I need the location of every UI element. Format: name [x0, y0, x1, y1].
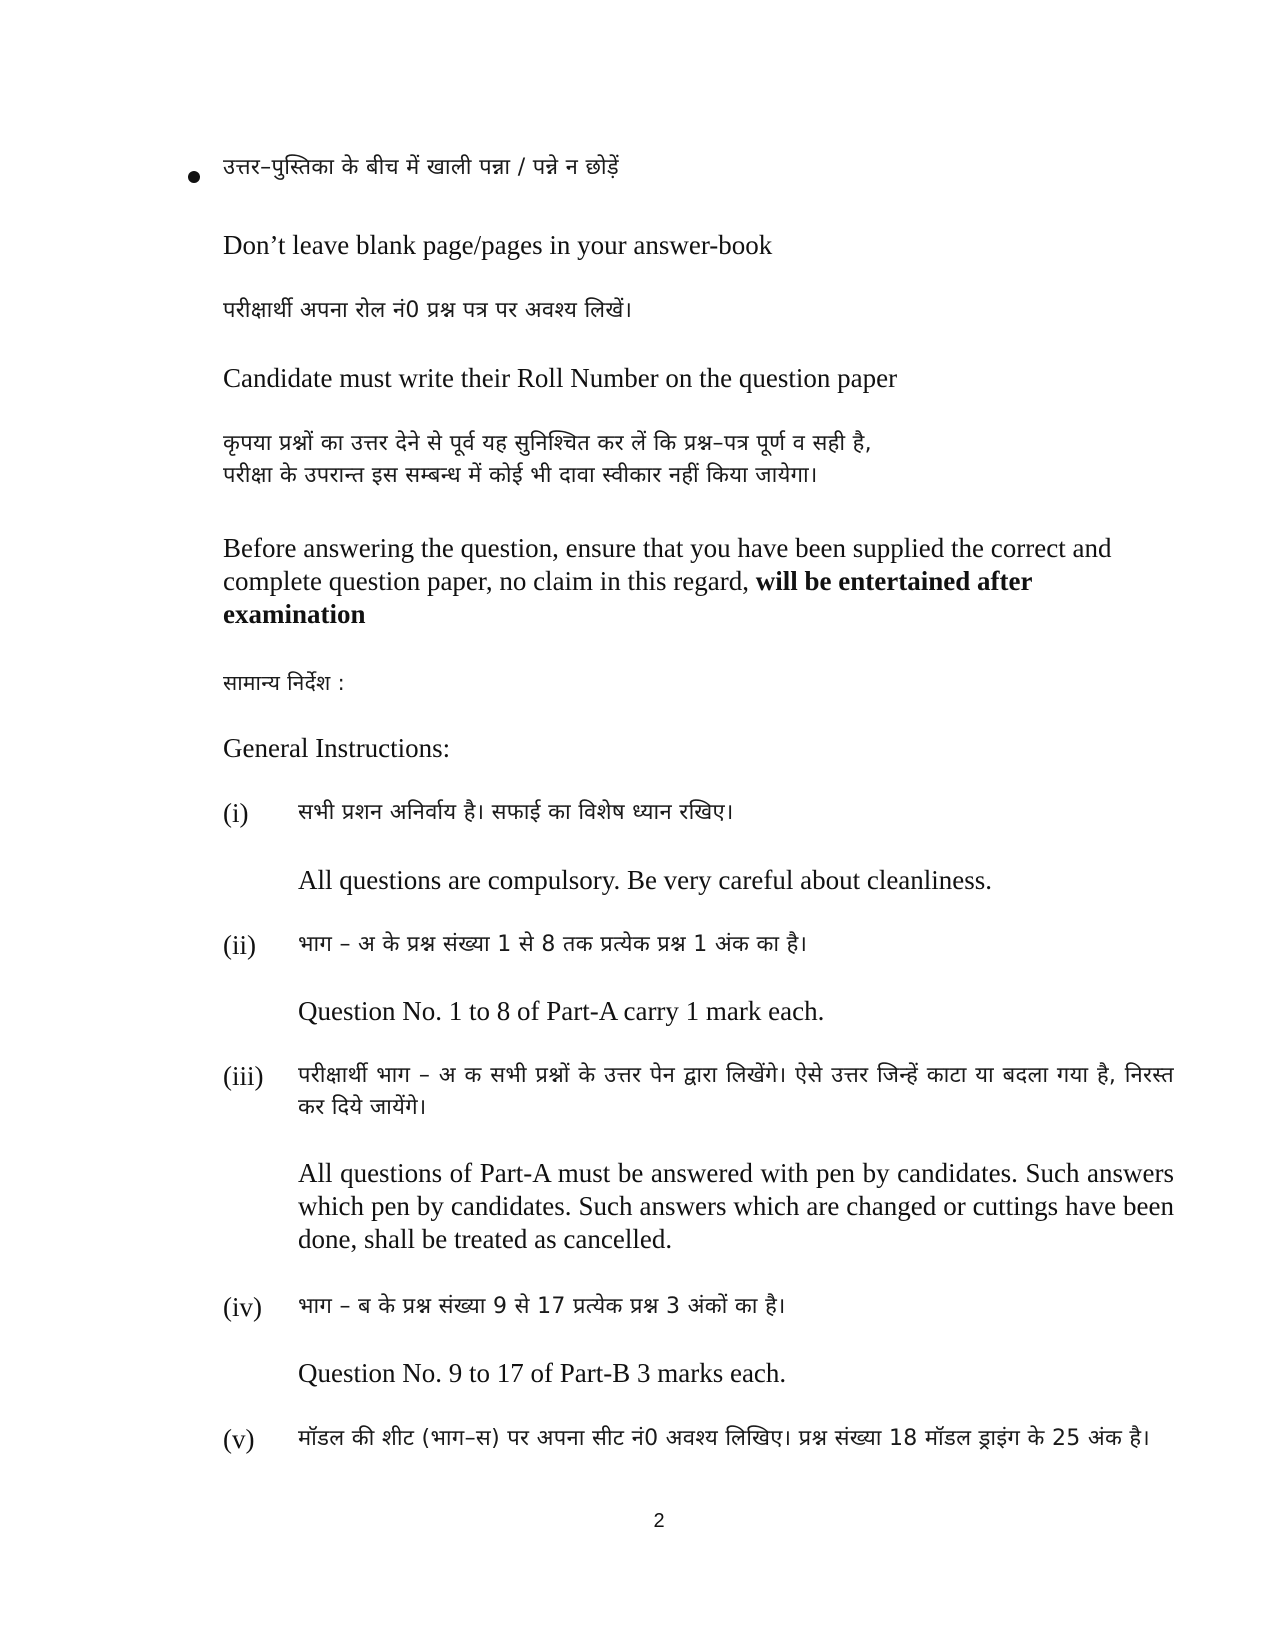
instruction-label: (ii) — [223, 930, 256, 960]
bullet-icon — [188, 171, 200, 183]
instruction-label: (v) — [223, 1424, 255, 1454]
instruction-hindi: सभी प्रशन अनिर्वाय है। सफाई का विशेष ध्यान रखिए। — [298, 800, 734, 825]
instruction-label: (iii) — [223, 1061, 264, 1091]
verification-hindi — [223, 428, 1183, 492]
instruction-hindi: भाग – अ के प्रश्न संख्या 1 से 8 तक प्रत्येक प्रश्न 1 अंक का है। — [298, 932, 808, 957]
instruction-label: (i) — [223, 798, 249, 828]
roll-number-hindi: परीक्षार्थी अपना रोल नं0 प्रश्न पत्र पर अवश्य लिखें। — [223, 298, 633, 323]
bullet-english-text: Don’t leave blank page/pages in your answer-book — [223, 230, 773, 260]
verification-english-bold: will be entertained after examination — [223, 566, 1032, 629]
verification-hindi-line2: परीक्षा के उपरान्त इस सम्बन्ध में कोई भी दावा स्वीकार नहीं किया जायेगा। — [223, 463, 818, 488]
instruction-hindi: मॉडल की शीट (भाग–स) पर अपना सीट नं0 अवश्य लिखिए। प्रश्न संख्या 18 मॉडल ड्राइंग के 25 अंक है। — [298, 1426, 1151, 1451]
general-instructions-heading-hindi: सामान्य निर्देश : — [223, 671, 345, 695]
instruction-english: Question No. 1 to 8 of Part-A carry 1 mark each. — [298, 996, 825, 1026]
page-number: 2 — [653, 1510, 665, 1532]
verification-english — [223, 532, 1153, 631]
instruction-english: Question No. 9 to 17 of Part-B 3 marks each. — [298, 1358, 787, 1388]
bullet-hindi-text: उत्तर–पुस्तिका के बीच में खाली पन्ना / पन्ने न छोड़ें — [223, 155, 619, 180]
roll-number-english: Candidate must write their Roll Number on the question paper — [223, 363, 898, 393]
instruction-english: All questions are compulsory. Be very careful about cleanliness. — [298, 865, 993, 895]
general-instructions-heading-english: General Instructions: — [223, 733, 451, 763]
instruction-hindi: भाग – ब के प्रश्न संख्या 9 से 17 प्रत्येक प्रश्न 3 अंकों का है। — [298, 1294, 786, 1319]
verification-hindi-line1: कृपया प्रश्नों का उत्तर देने से पूर्व यह सुनिश्चित कर लें कि प्रश्न–पत्र पूर्ण व सही है, — [223, 431, 872, 456]
instruction-hindi: परीक्षार्थी भाग – अ क सभी प्रश्नों के उत्तर पेन द्वारा लिखेंगे। ऐसे उत्तर जिन्हें काटा या बदला गया है, निरस्त कर दिये जायेंगे। — [298, 1063, 1174, 1120]
instruction-label: (iv) — [223, 1292, 262, 1322]
instruction-english: All questions of Part-A must be answered with pen by candidates. Such answers which pen by candidates. Such answers which are changed or cuttings have been done, shall be treated as cancelled. — [298, 1158, 1174, 1254]
verification-english-regular: Before answering the question, ensure that you have been supplied the correct and complete question paper, no claim in this regard, — [223, 533, 1112, 596]
